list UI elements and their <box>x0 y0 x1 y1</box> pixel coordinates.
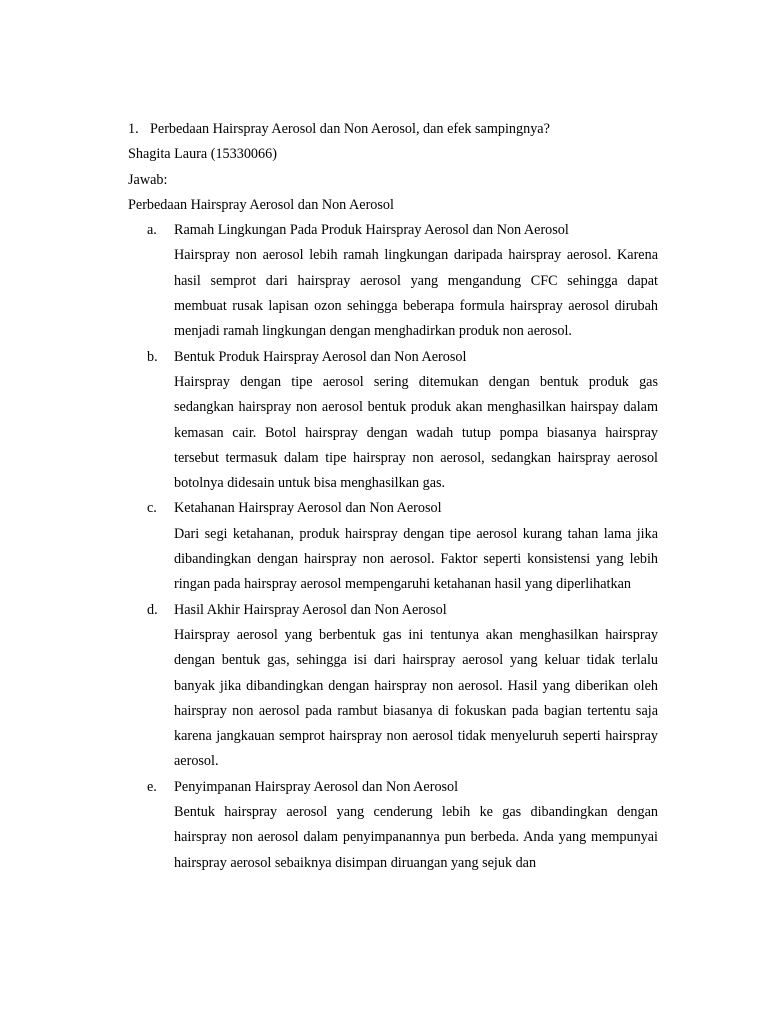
list-item-body: Dari segi ketahanan, produk hairspray dengan tipe aerosol kurang tahan lama jika dibandingkan dengan hairspray non aerosol. Faktor seperti konsistensi yang lebih ringan pada hairspray aerosol mempengaruhi ketahanan hasil yang diperlihatkan <box>174 525 658 593</box>
list-item-body: Bentuk hairspray aerosol yang cenderung lebih ke gas dibandingkan dengan hairspray non aerosol dalam penyimpanannya pun berbeda. Anda yang mempunyai hairspray aerosol sebaiknya disimpan diruangan yang sejuk dan <box>174 804 658 871</box>
question-text: Perbedaan Hairspray Aerosol dan Non Aerosol, dan efek sampingnya? <box>150 121 550 137</box>
list-item-letter: b. <box>147 348 158 365</box>
author-line: Shagita Laura (15330066) <box>128 146 277 163</box>
list-item-title: Penyimpanan Hairspray Aerosol dan Non Aerosol <box>174 778 459 795</box>
list-item-body: Hairspray aerosol yang berbentuk gas ini tentunya akan menghasilkan hairspray dengan bentuk gas, sehingga isi dari hairspray aerosol yang keluar tidak terlalu banyak jika dibandingkan dengan hairspray non aerosol. Hasil yang diberikan oleh hairspray non aerosol pada rambut biasanya di fokuskan pada bagian tertentu saja karena jangkauan semprot hairspray non aerosol tidak menyeluruh seperti hairspray aerosol. <box>174 626 658 770</box>
list-item-letter: d. <box>147 601 158 618</box>
list-item-body: Hairspray non aerosol lebih ramah lingkungan daripada hairspray aerosol. Karena hasil semprot dari hairspray aerosol yang mengandung CFC sehingga dapat membuat rusak lapisan ozon sehingga beberapa formula hairspray aerosol dirubah menjadi ramah lingkungan dengan menghadirkan produk non aerosol. <box>174 247 658 340</box>
list-item <box>128 218 658 344</box>
list-item-title: Hasil Akhir Hairspray Aerosol dan Non Aerosol <box>174 601 447 618</box>
list-item-letter: c. <box>147 500 157 517</box>
list-item <box>128 345 658 497</box>
document-page <box>128 117 658 876</box>
list-item-title: Ketahanan Hairspray Aerosol dan Non Aerosol <box>174 500 442 517</box>
list-item <box>128 775 658 876</box>
question-line <box>128 117 658 142</box>
section-title: Perbedaan Hairspray Aerosol dan Non Aerosol <box>128 196 394 213</box>
list-item-title: Bentuk Produk Hairspray Aerosol dan Non Aerosol <box>174 348 467 365</box>
list-item <box>128 598 658 775</box>
list-item-title: Ramah Lingkungan Pada Produk Hairspray Aerosol dan Non Aerosol <box>174 222 569 239</box>
list-item-letter: a. <box>147 222 157 239</box>
list-item-letter: e. <box>147 778 157 795</box>
question-number: 1. <box>128 121 139 137</box>
list-item <box>128 496 658 597</box>
list-item-body: Hairspray dengan tipe aerosol sering ditemukan dengan bentuk produk gas sedangkan hairspray non aerosol bentuk produk akan menghasilkan hairspay dalam kemasan cair. Botol hairspray dengan wadah tutup pompa biasanya hairspray tersebut termasuk dalam tipe hairspray non aerosol, sedangkan hairspray aerosol botolnya didesain untuk bisa menghasilkan gas. <box>174 373 658 492</box>
answer-label: Jawab: <box>128 171 168 188</box>
